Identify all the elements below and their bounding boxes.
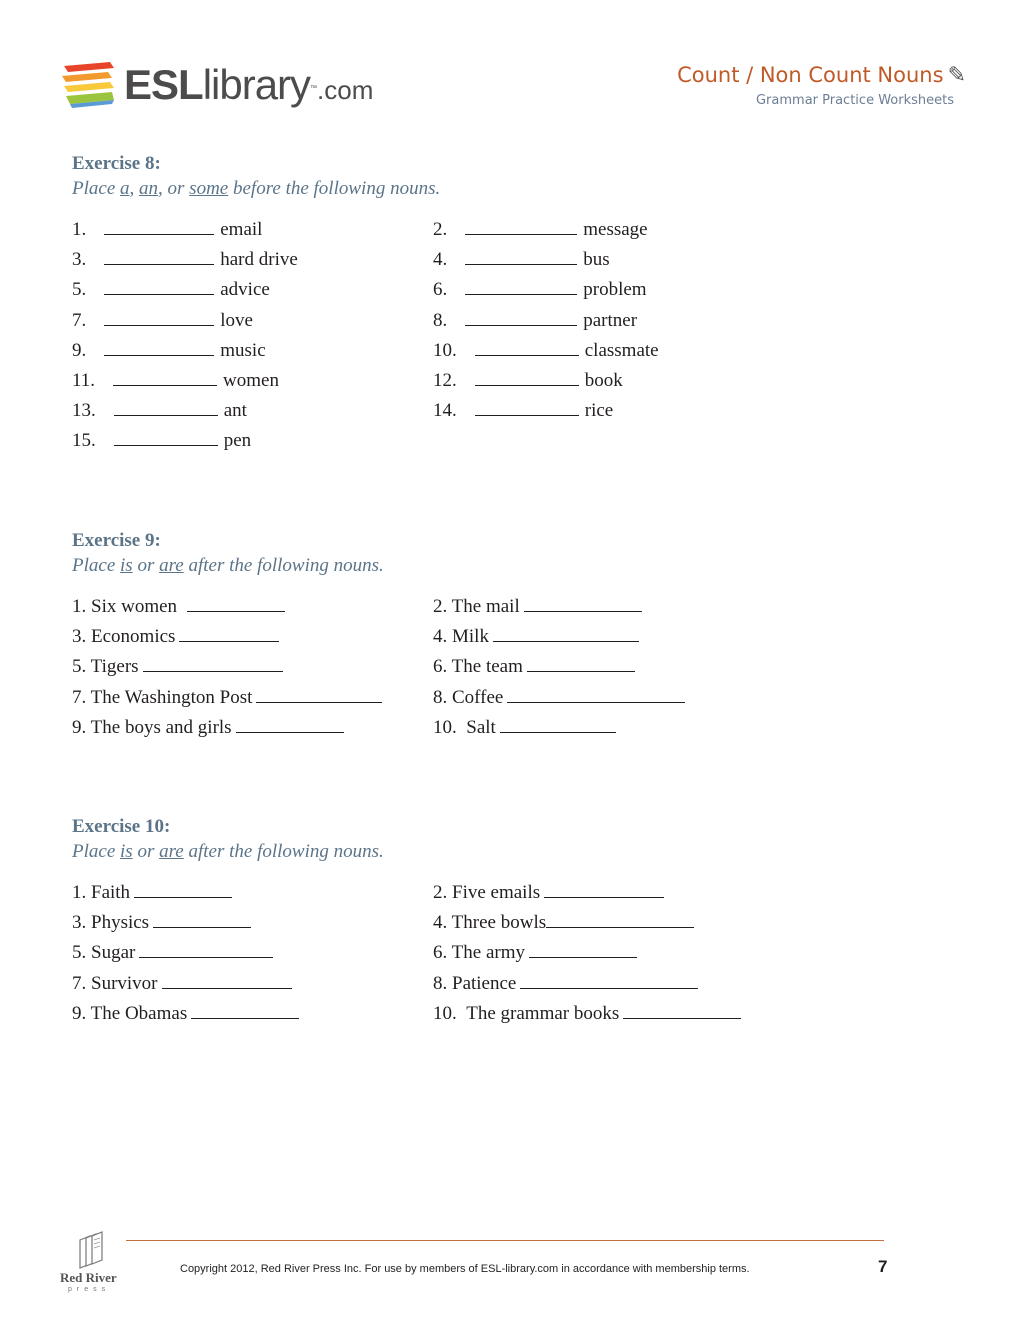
exercise-item xyxy=(72,879,238,905)
item-row xyxy=(72,714,932,744)
item-row xyxy=(72,367,932,397)
answer-blank[interactable] xyxy=(500,714,616,733)
exercise-item xyxy=(433,397,613,423)
exercise-item xyxy=(72,623,285,649)
answer-blank[interactable] xyxy=(104,276,214,295)
answer-blank[interactable] xyxy=(465,307,577,326)
answer-blank[interactable] xyxy=(475,367,579,386)
item-word: bus xyxy=(583,249,610,271)
item-number: 5. xyxy=(72,942,87,964)
instr-word-are: are xyxy=(159,555,184,576)
item-row xyxy=(72,684,932,714)
item-row xyxy=(72,909,932,939)
instr-text: Place xyxy=(72,178,121,199)
logo-trademark: ™ xyxy=(310,85,318,92)
answer-blank[interactable] xyxy=(104,307,214,326)
exercise-item xyxy=(433,367,623,393)
item-word: women xyxy=(223,369,279,391)
item-number: 3. xyxy=(72,912,87,934)
page-number: 7 xyxy=(878,1257,888,1276)
item-word: Economics xyxy=(91,626,176,648)
exercise-item xyxy=(433,684,691,710)
answer-blank[interactable] xyxy=(143,653,283,672)
item-number: 6. xyxy=(433,942,448,964)
answer-blank[interactable] xyxy=(113,367,217,386)
answer-blank[interactable] xyxy=(179,623,279,642)
answer-blank[interactable] xyxy=(527,653,635,672)
answer-blank[interactable] xyxy=(465,246,577,265)
item-number: 14. xyxy=(433,400,457,422)
exercise-item xyxy=(72,427,251,453)
instr-word-a: a xyxy=(120,178,130,199)
answer-blank[interactable] xyxy=(114,427,218,446)
exercise-item xyxy=(433,337,659,363)
item-number: 2. xyxy=(433,219,448,240)
exercise-item xyxy=(72,276,270,302)
item-word: pen xyxy=(223,430,252,452)
item-number: 4. xyxy=(433,626,448,648)
instr-word-are: are xyxy=(159,841,184,862)
answer-blank[interactable] xyxy=(524,593,642,612)
answer-blank[interactable] xyxy=(507,684,685,703)
item-word: ant xyxy=(223,400,247,422)
publisher-name: Red River xyxy=(60,1270,117,1285)
worksheet-title-text: Count / Non Count Nouns xyxy=(677,63,944,87)
exercise-item xyxy=(72,593,291,619)
item-row xyxy=(72,653,932,683)
copyright-notice: Copyright 2012, Red River Press Inc. For use by members of ESL-library.com in accordance with membership terms. xyxy=(180,1263,750,1275)
item-number: 9. xyxy=(72,1002,87,1024)
exercise-instruction xyxy=(72,176,932,202)
item-number: 1. xyxy=(72,596,87,617)
instr-word-is: is xyxy=(120,555,133,576)
logo-library: library xyxy=(202,61,311,108)
item-row xyxy=(72,397,932,427)
item-word: The mail xyxy=(451,596,520,617)
answer-blank[interactable] xyxy=(236,714,344,733)
exercise-item xyxy=(72,714,350,740)
answer-blank[interactable] xyxy=(187,593,285,612)
answer-blank[interactable] xyxy=(520,970,698,989)
item-word: book xyxy=(584,369,623,391)
item-word: Physics xyxy=(91,912,150,934)
item-word: The Obamas xyxy=(90,1002,188,1024)
exercise-item xyxy=(72,939,279,965)
item-word: hard drive xyxy=(220,249,298,271)
item-number: 4. xyxy=(433,912,448,934)
item-word: Patience xyxy=(452,972,517,994)
item-word: The Washington Post xyxy=(90,686,253,708)
worksheet-title xyxy=(677,60,966,91)
answer-blank[interactable] xyxy=(546,909,694,928)
worksheet-header xyxy=(677,60,966,108)
exercise-item xyxy=(433,623,645,649)
item-word: Faith xyxy=(91,882,131,903)
instr-text: after the following nouns. xyxy=(183,841,384,862)
exercise-item xyxy=(433,714,622,740)
exercise-item xyxy=(433,307,637,333)
answer-blank[interactable] xyxy=(153,909,251,928)
answer-blank[interactable] xyxy=(475,397,579,416)
answer-blank[interactable] xyxy=(256,684,382,703)
item-number: 5. xyxy=(72,279,87,301)
item-word: message xyxy=(583,219,648,240)
instr-text: Place xyxy=(72,841,121,862)
exercise-item xyxy=(433,246,610,272)
answer-blank[interactable] xyxy=(544,879,664,898)
answer-blank[interactable] xyxy=(139,939,273,958)
item-number: 4. xyxy=(433,249,448,271)
exercise-items xyxy=(72,593,932,744)
item-number: 8. xyxy=(433,972,448,994)
item-number: 11. xyxy=(72,369,96,391)
instr-word-some: some xyxy=(189,178,229,199)
esl-library-logo xyxy=(60,56,380,120)
item-number: 1. xyxy=(72,882,87,903)
exercise-8 xyxy=(72,152,932,458)
item-word: Five emails xyxy=(452,882,541,903)
item-word: Milk xyxy=(452,626,489,648)
item-number: 12. xyxy=(433,369,457,391)
item-word: The grammar books xyxy=(466,1002,620,1024)
exercise-item xyxy=(72,684,388,710)
item-word: The team xyxy=(451,656,523,678)
item-row xyxy=(72,216,932,246)
exercise-item xyxy=(72,970,298,996)
item-number: 9. xyxy=(72,339,87,361)
exercise-item xyxy=(72,216,262,242)
item-number: 10. xyxy=(433,1002,457,1024)
item-number: 3. xyxy=(72,249,87,271)
exercise-title: Exercise 8: xyxy=(72,153,161,174)
exercise-items xyxy=(72,216,932,458)
item-number: 7. xyxy=(72,309,87,331)
exercise-item xyxy=(72,909,257,935)
item-number: 7. xyxy=(72,972,87,994)
instr-word-is: is xyxy=(120,841,133,862)
item-row xyxy=(72,593,932,623)
exercise-instruction xyxy=(72,553,932,579)
instr-text: or xyxy=(132,841,160,862)
item-word: rice xyxy=(584,400,614,422)
exercise-item xyxy=(433,1000,747,1026)
item-number: 8. xyxy=(433,686,448,708)
answer-blank[interactable] xyxy=(134,879,232,898)
item-word: love xyxy=(220,309,253,331)
answer-blank[interactable] xyxy=(104,216,214,235)
logo-esl: ESL xyxy=(124,61,203,108)
item-number: 5. xyxy=(72,656,87,678)
instr-word-an: an xyxy=(139,178,159,199)
exercise-item xyxy=(72,397,247,423)
item-row xyxy=(72,246,932,276)
logo-com: .com xyxy=(317,75,374,105)
item-word: Three bowls xyxy=(451,912,547,934)
item-row xyxy=(72,879,932,909)
exercise-item xyxy=(72,337,266,363)
item-row xyxy=(72,307,932,337)
pencil-icon: ✎ xyxy=(947,63,966,88)
exercise-item xyxy=(433,879,670,905)
answer-blank[interactable] xyxy=(465,276,577,295)
instr-text: , or xyxy=(158,178,190,199)
answer-blank[interactable] xyxy=(162,970,292,989)
item-word: classmate xyxy=(584,339,659,361)
exercise-item xyxy=(433,939,643,965)
exercise-items xyxy=(72,879,932,1030)
books-logo-icon xyxy=(60,58,120,118)
exercise-item xyxy=(72,1000,305,1026)
item-row xyxy=(72,623,932,653)
red-river-books-icon xyxy=(72,1230,112,1270)
item-row xyxy=(72,427,932,457)
item-word: partner xyxy=(583,309,638,331)
worksheet-subtitle: Grammar Practice Worksheets xyxy=(755,93,954,108)
instr-text: before the following nouns. xyxy=(228,178,441,199)
exercise-item xyxy=(433,276,647,302)
item-number: 8. xyxy=(433,309,448,331)
item-word: Salt xyxy=(466,716,496,738)
answer-blank[interactable] xyxy=(191,1000,299,1019)
item-number: 2. xyxy=(433,882,448,903)
exercise-item xyxy=(433,593,648,619)
item-number: 6. xyxy=(433,656,448,678)
exercise-item xyxy=(433,970,704,996)
answer-blank[interactable] xyxy=(623,1000,741,1019)
exercise-item xyxy=(72,367,279,393)
footer-rule xyxy=(126,1240,884,1241)
exercise-10 xyxy=(72,815,932,1030)
logo-wordmark xyxy=(124,60,373,115)
item-word: The boys and girls xyxy=(90,716,232,738)
item-word: Tigers xyxy=(90,656,139,678)
item-number: 13. xyxy=(72,400,96,422)
answer-blank[interactable] xyxy=(493,623,639,642)
item-number: 9. xyxy=(72,716,87,738)
item-number: 3. xyxy=(72,626,87,648)
exercise-item xyxy=(72,246,298,272)
red-river-press-logo xyxy=(60,1230,130,1300)
item-row xyxy=(72,276,932,306)
instr-text: after the following nouns. xyxy=(183,555,384,576)
item-word: Coffee xyxy=(452,686,504,708)
item-word: Survivor xyxy=(91,972,158,994)
item-word: Sugar xyxy=(91,942,136,964)
item-number: 10. xyxy=(433,716,457,738)
item-word: email xyxy=(220,219,263,240)
item-number: 1. xyxy=(72,219,87,240)
item-number: 15. xyxy=(72,430,96,452)
instr-text: Place xyxy=(72,555,121,576)
answer-blank[interactable] xyxy=(529,939,637,958)
instr-text: or xyxy=(132,555,160,576)
exercise-instruction xyxy=(72,839,932,865)
answer-blank[interactable] xyxy=(104,246,214,265)
answer-blank[interactable] xyxy=(104,337,214,356)
instr-text: , xyxy=(129,178,140,199)
exercise-item xyxy=(433,909,700,935)
item-word: Six women xyxy=(91,596,178,617)
exercise-9 xyxy=(72,529,932,744)
item-row xyxy=(72,970,932,1000)
exercise-item xyxy=(72,653,289,679)
exercise-item xyxy=(72,307,253,333)
item-word: advice xyxy=(220,279,270,301)
item-row xyxy=(72,337,932,367)
item-row xyxy=(72,939,932,969)
answer-blank[interactable] xyxy=(114,397,218,416)
answer-blank[interactable] xyxy=(465,216,577,235)
item-word: music xyxy=(220,339,266,361)
item-number: 10. xyxy=(433,339,457,361)
item-word: problem xyxy=(583,279,647,301)
item-number: 7. xyxy=(72,686,87,708)
exercise-item xyxy=(433,653,641,679)
exercise-title: Exercise 10: xyxy=(72,816,171,837)
publisher-sub: press xyxy=(68,1286,111,1293)
item-number: 2. xyxy=(433,596,448,617)
item-row xyxy=(72,1000,932,1030)
item-number: 6. xyxy=(433,279,448,301)
answer-blank[interactable] xyxy=(475,337,579,356)
item-word: The army xyxy=(451,942,525,964)
exercise-item xyxy=(433,216,648,242)
exercise-title: Exercise 9: xyxy=(72,530,161,551)
